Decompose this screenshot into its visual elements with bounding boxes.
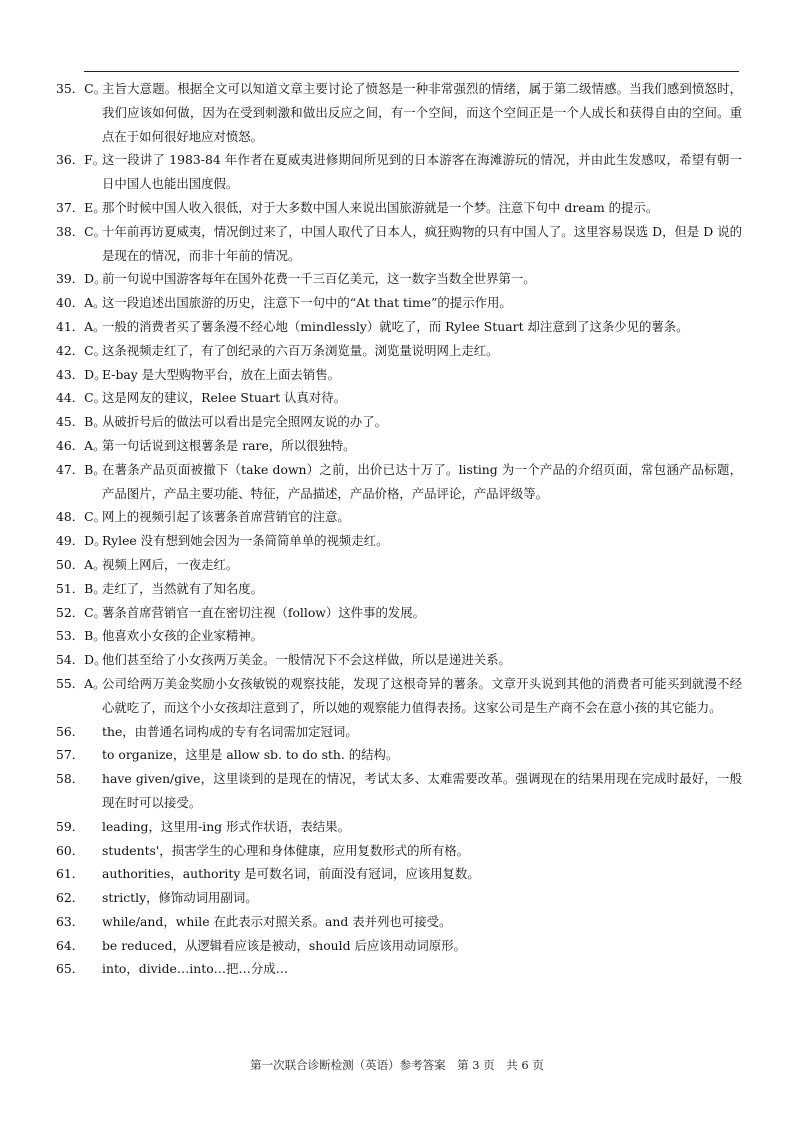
answer-item <box>56 458 742 506</box>
answer-item <box>56 577 742 601</box>
answer-explanation: 从破折号后的做法可以看出是完全照网友说的办了。 <box>102 414 387 430</box>
answer-explanation: authorities，authority 是可数名词，前面没有冠词，应该用复数。 <box>102 866 480 882</box>
answer-number: 57． <box>56 747 85 763</box>
answer-number: 55．A。 <box>56 675 106 691</box>
answer-number: 38．C。 <box>56 223 107 239</box>
answer-explanation: the，由普通名词构成的专有名词需加定冠词。 <box>102 723 358 739</box>
answer-number: 44．C。 <box>56 390 107 406</box>
answer-explanation: 薯条首席营销官一直在密切注视（follow）这件事的发展。 <box>102 604 426 620</box>
answer-number: 64． <box>56 937 85 953</box>
answer-number: 40．A。 <box>56 295 106 311</box>
answer-item <box>56 339 742 363</box>
answer-explanation: strictly，修饰动词用副词。 <box>102 890 258 906</box>
answer-explanation: 他喜欢小女孩的企业家精神。 <box>102 628 264 644</box>
answer-explanation: 这一段讲了 1983-84 年作者在夏威夷进修期间所见到的日本游客在海滩游玩的情况，并由此生发感叹，希望有朝一日中国人也能出国度假。 <box>102 152 742 192</box>
answer-item <box>56 862 742 886</box>
answer-item <box>56 934 742 958</box>
answer-item <box>56 720 742 744</box>
answer-explanation: E-bay 是大型购物平台，放在上面去销售。 <box>102 366 340 382</box>
answer-explanation: 那个时候中国人收入很低，对于大多数中国人来说出国旅游就是一个梦。注意下句中 dream 的提示。 <box>102 199 659 215</box>
answer-explanation: 这是网友的建议，Relee Stuart 认真对待。 <box>102 390 346 406</box>
answer-item <box>56 220 742 268</box>
answer-explanation: 走红了，当然就有了知名度。 <box>102 580 264 596</box>
answer-number: 53．B。 <box>56 628 106 644</box>
answer-explanation: 在薯条产品页面被撤下（take down）之前，出价已达十万了。listing 为一个产品的介绍页面，常包涵产品标题，产品图片，产品主要功能、特征，产品描述，产品价格，产品评论，产品评级等。 <box>102 461 742 501</box>
answer-explanation: 这一段追述出国旅游的历史，注意下一句中的“At that time”的提示作用。 <box>102 295 512 311</box>
answer-item <box>56 910 742 934</box>
answer-item <box>56 601 742 625</box>
answer-item <box>56 815 742 839</box>
answer-item <box>56 767 742 815</box>
answer-item <box>56 505 742 529</box>
answer-number: 61． <box>56 866 85 882</box>
answer-item <box>56 315 742 339</box>
answer-item <box>56 553 742 577</box>
answer-item <box>56 957 742 981</box>
answer-explanation: 他们甚至给了小女孩两万美金。一般情况下不会这样做，所以是递进关系。 <box>102 652 511 668</box>
answer-explanation: be reduced，从逻辑看应该是被动，should 后应该用动词原形。 <box>102 937 466 953</box>
answer-item <box>56 148 742 196</box>
answer-item <box>56 624 742 648</box>
answer-item <box>56 410 742 434</box>
answer-number: 35．C。 <box>56 81 107 96</box>
answer-number: 43．D。 <box>56 366 107 382</box>
answer-number: 47．B。 <box>56 461 106 477</box>
answer-explanation: to organize，这里是 allow sb. to do sth. 的结构。 <box>102 747 399 763</box>
answer-explanation: have given/give，这里谈到的是现在的情况，考试太多、太难需要改革。强调现在的结果用现在完成时最好，一般现在时可以接受。 <box>102 771 742 810</box>
answer-number: 49．D。 <box>56 533 107 549</box>
answer-number: 48．C。 <box>56 509 107 525</box>
answer-item <box>56 672 742 720</box>
answer-number: 62． <box>56 890 85 906</box>
answer-explanation: into，divide…into…把…分成… <box>102 961 289 977</box>
answer-explanation: 公司给两万美金奖励小女孩敏锐的观察技能，发现了这根奇异的薯条。文章开头说到其他的消费者可能买到就漫不经心就吃了，而这个小女孩却注意到了，所以她的观察能力值得表扬。这家公司是生产商不会在意小孩的其它能力。 <box>102 675 742 715</box>
answer-item <box>56 886 742 910</box>
answer-explanation: 网上的视频引起了该薯条首席营销官的注意。 <box>102 509 350 525</box>
answer-item <box>56 743 742 767</box>
answer-number: 65． <box>56 961 85 977</box>
answer-list <box>56 77 742 981</box>
answer-number: 50．A。 <box>56 556 106 572</box>
answer-explanation: 第一句话说到这根薯条是 rare，所以很独特。 <box>102 437 356 453</box>
answer-item <box>56 363 742 387</box>
answer-number: 59． <box>56 818 85 834</box>
answer-number: 42．C。 <box>56 342 107 358</box>
answer-number: 46．A。 <box>56 437 106 453</box>
answer-item <box>56 291 742 315</box>
answer-number: 52．C。 <box>56 604 107 620</box>
answer-number: 36．F。 <box>56 152 106 168</box>
answer-number: 56． <box>56 723 85 739</box>
answer-number: 60． <box>56 842 85 858</box>
answer-item <box>56 267 742 291</box>
answer-number: 45．B。 <box>56 414 106 430</box>
answer-item <box>56 648 742 672</box>
answer-explanation: 这条视频走红了，有了创纪录的六百万条浏览量。浏览量说明网上走红。 <box>102 342 499 358</box>
answer-explanation: students'，损害学生的心理和身体健康，应用复数形式的所有格。 <box>102 842 470 858</box>
answer-number: 58． <box>56 771 85 787</box>
answer-explanation: leading，这里用-ing 形式作状语，表结果。 <box>102 818 350 834</box>
answer-number: 54．D。 <box>56 652 107 668</box>
answer-number: 41．A。 <box>56 318 106 334</box>
answer-item <box>56 529 742 553</box>
answer-explanation: while/and，while 在此表示对照关系。and 表并列也可接受。 <box>102 913 452 929</box>
answer-item <box>56 196 742 220</box>
answer-number: 63． <box>56 913 85 929</box>
header-rule <box>84 71 739 72</box>
answer-explanation: 十年前再访夏威夷，情况倒过来了，中国人取代了日本人，疯狂购物的只有中国人了。这里容易误选 D，但是 D 说的是现在的情况，而非十年前的情况。 <box>102 223 742 263</box>
answer-explanation: 视频上网后，一夜走红。 <box>102 556 239 572</box>
answer-explanation: Rylee 没有想到她会因为一条简简单单的视频走红。 <box>102 533 389 549</box>
answer-number: 39．D。 <box>56 271 107 287</box>
answer-item <box>56 77 742 148</box>
answer-number: 37．E。 <box>56 199 106 215</box>
answer-item <box>56 434 742 458</box>
answer-explanation: 主旨大意题。根据全文可以知道文章主要讨论了愤怒是一种非常强烈的情绪，属于第二级情感。当我们感到愤怒时，我们应该如何做，因为在受到刺激和做出反应之间，有一个空间，而这个空间正是一个人成长和获得自由的空间。重点在于如何很好地应对愤怒。 <box>102 81 742 144</box>
answer-explanation: 前一句说中国游客每年在国外花费一千三百亿美元，这一数字当数全世界第一。 <box>102 271 536 287</box>
answer-item <box>56 839 742 863</box>
answer-explanation: 一般的消费者买了薯条漫不经心地（mindlessly）就吃了，而 Rylee Stuart 却注意到了这条少见的薯条。 <box>102 318 689 334</box>
answer-item <box>56 386 742 410</box>
page-footer: 第一次联合诊断检测（英语）参考答案 第 3 页 共 6 页 <box>250 1058 544 1072</box>
answer-number: 51．B。 <box>56 580 106 596</box>
